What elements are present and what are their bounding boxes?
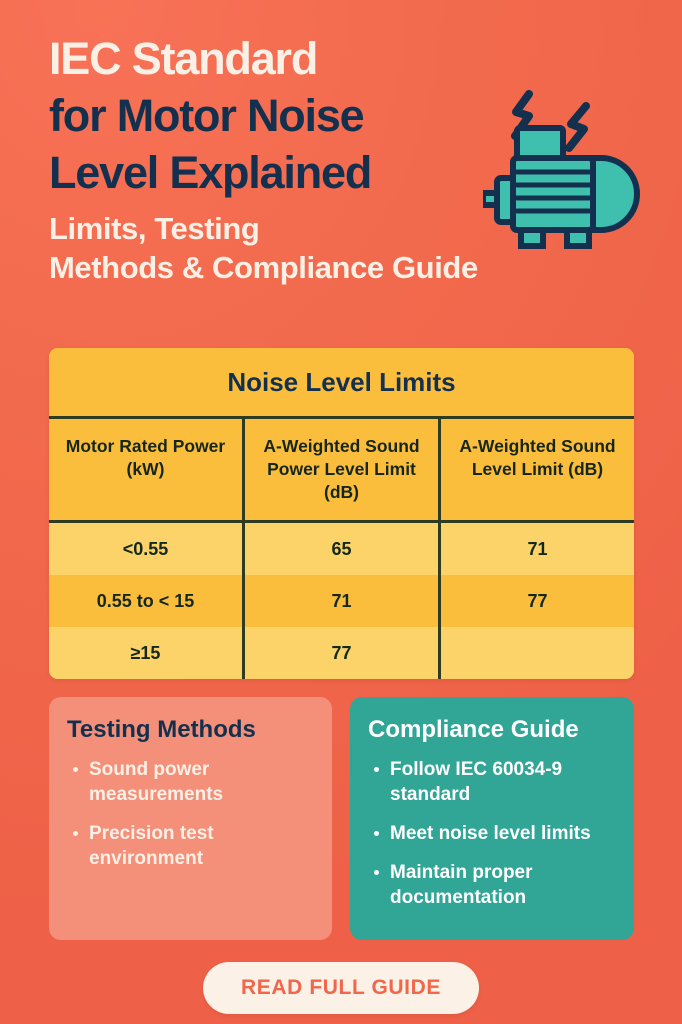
page-title-line-3: Level Explained bbox=[49, 147, 372, 198]
table-title: Noise Level Limits bbox=[49, 348, 634, 419]
electric-motor-icon bbox=[483, 86, 643, 276]
list-item: Follow IEC 60034-9 standard bbox=[368, 757, 616, 807]
cell-sound-level bbox=[438, 627, 634, 679]
testing-methods-card bbox=[49, 697, 332, 940]
cell-power: 0.55 to < 15 bbox=[96, 591, 195, 611]
table-header-row bbox=[49, 419, 634, 523]
table-row bbox=[49, 575, 634, 627]
cell-sound-power-level: 65 bbox=[242, 523, 438, 575]
cell-sound-power-level: 77 bbox=[242, 627, 438, 679]
column-header-motor-rated-power: Motor Rated Power (kW) bbox=[65, 436, 226, 479]
page-subtitle-line-2: Methods & Compliance Guide bbox=[49, 250, 478, 285]
cell-sound-level: 71 bbox=[438, 523, 634, 575]
page-title-line-2: for Motor Noise bbox=[49, 90, 364, 141]
info-cards-row bbox=[49, 697, 634, 940]
compliance-guide-card bbox=[350, 697, 634, 940]
cell-power: <0.55 bbox=[122, 539, 169, 559]
cell-sound-level: 77 bbox=[438, 575, 634, 627]
table-row bbox=[49, 627, 634, 679]
list-item: Sound power measurements bbox=[67, 757, 314, 807]
cell-sound-power-level: 71 bbox=[242, 575, 438, 627]
read-full-guide-button[interactable]: READ FULL GUIDE bbox=[203, 962, 479, 1014]
motor-body-group bbox=[483, 128, 637, 246]
list-item: Precision test environment bbox=[67, 821, 314, 871]
table-row bbox=[49, 523, 634, 575]
list-item: Meet noise level limits bbox=[368, 821, 616, 846]
page-title-line-1: IEC Standard bbox=[49, 33, 318, 84]
column-header-sound-level-limit: A-Weighted Sound Level Limit (dB) bbox=[438, 419, 634, 520]
cell-power: ≥15 bbox=[130, 643, 161, 663]
noise-level-limits-table bbox=[49, 348, 634, 679]
testing-methods-title: Testing Methods bbox=[67, 716, 256, 743]
list-item: Maintain proper documentation bbox=[368, 860, 616, 910]
lightning-bolt-right-icon bbox=[569, 106, 586, 148]
compliance-guide-title: Compliance Guide bbox=[368, 716, 579, 743]
testing-methods-list bbox=[67, 757, 314, 871]
compliance-guide-list bbox=[368, 757, 616, 910]
page-subtitle-line-1: Limits, Testing bbox=[49, 211, 260, 246]
column-header-sound-power-level-limit: A-Weighted Sound Power Level Limit (dB) bbox=[242, 419, 438, 520]
